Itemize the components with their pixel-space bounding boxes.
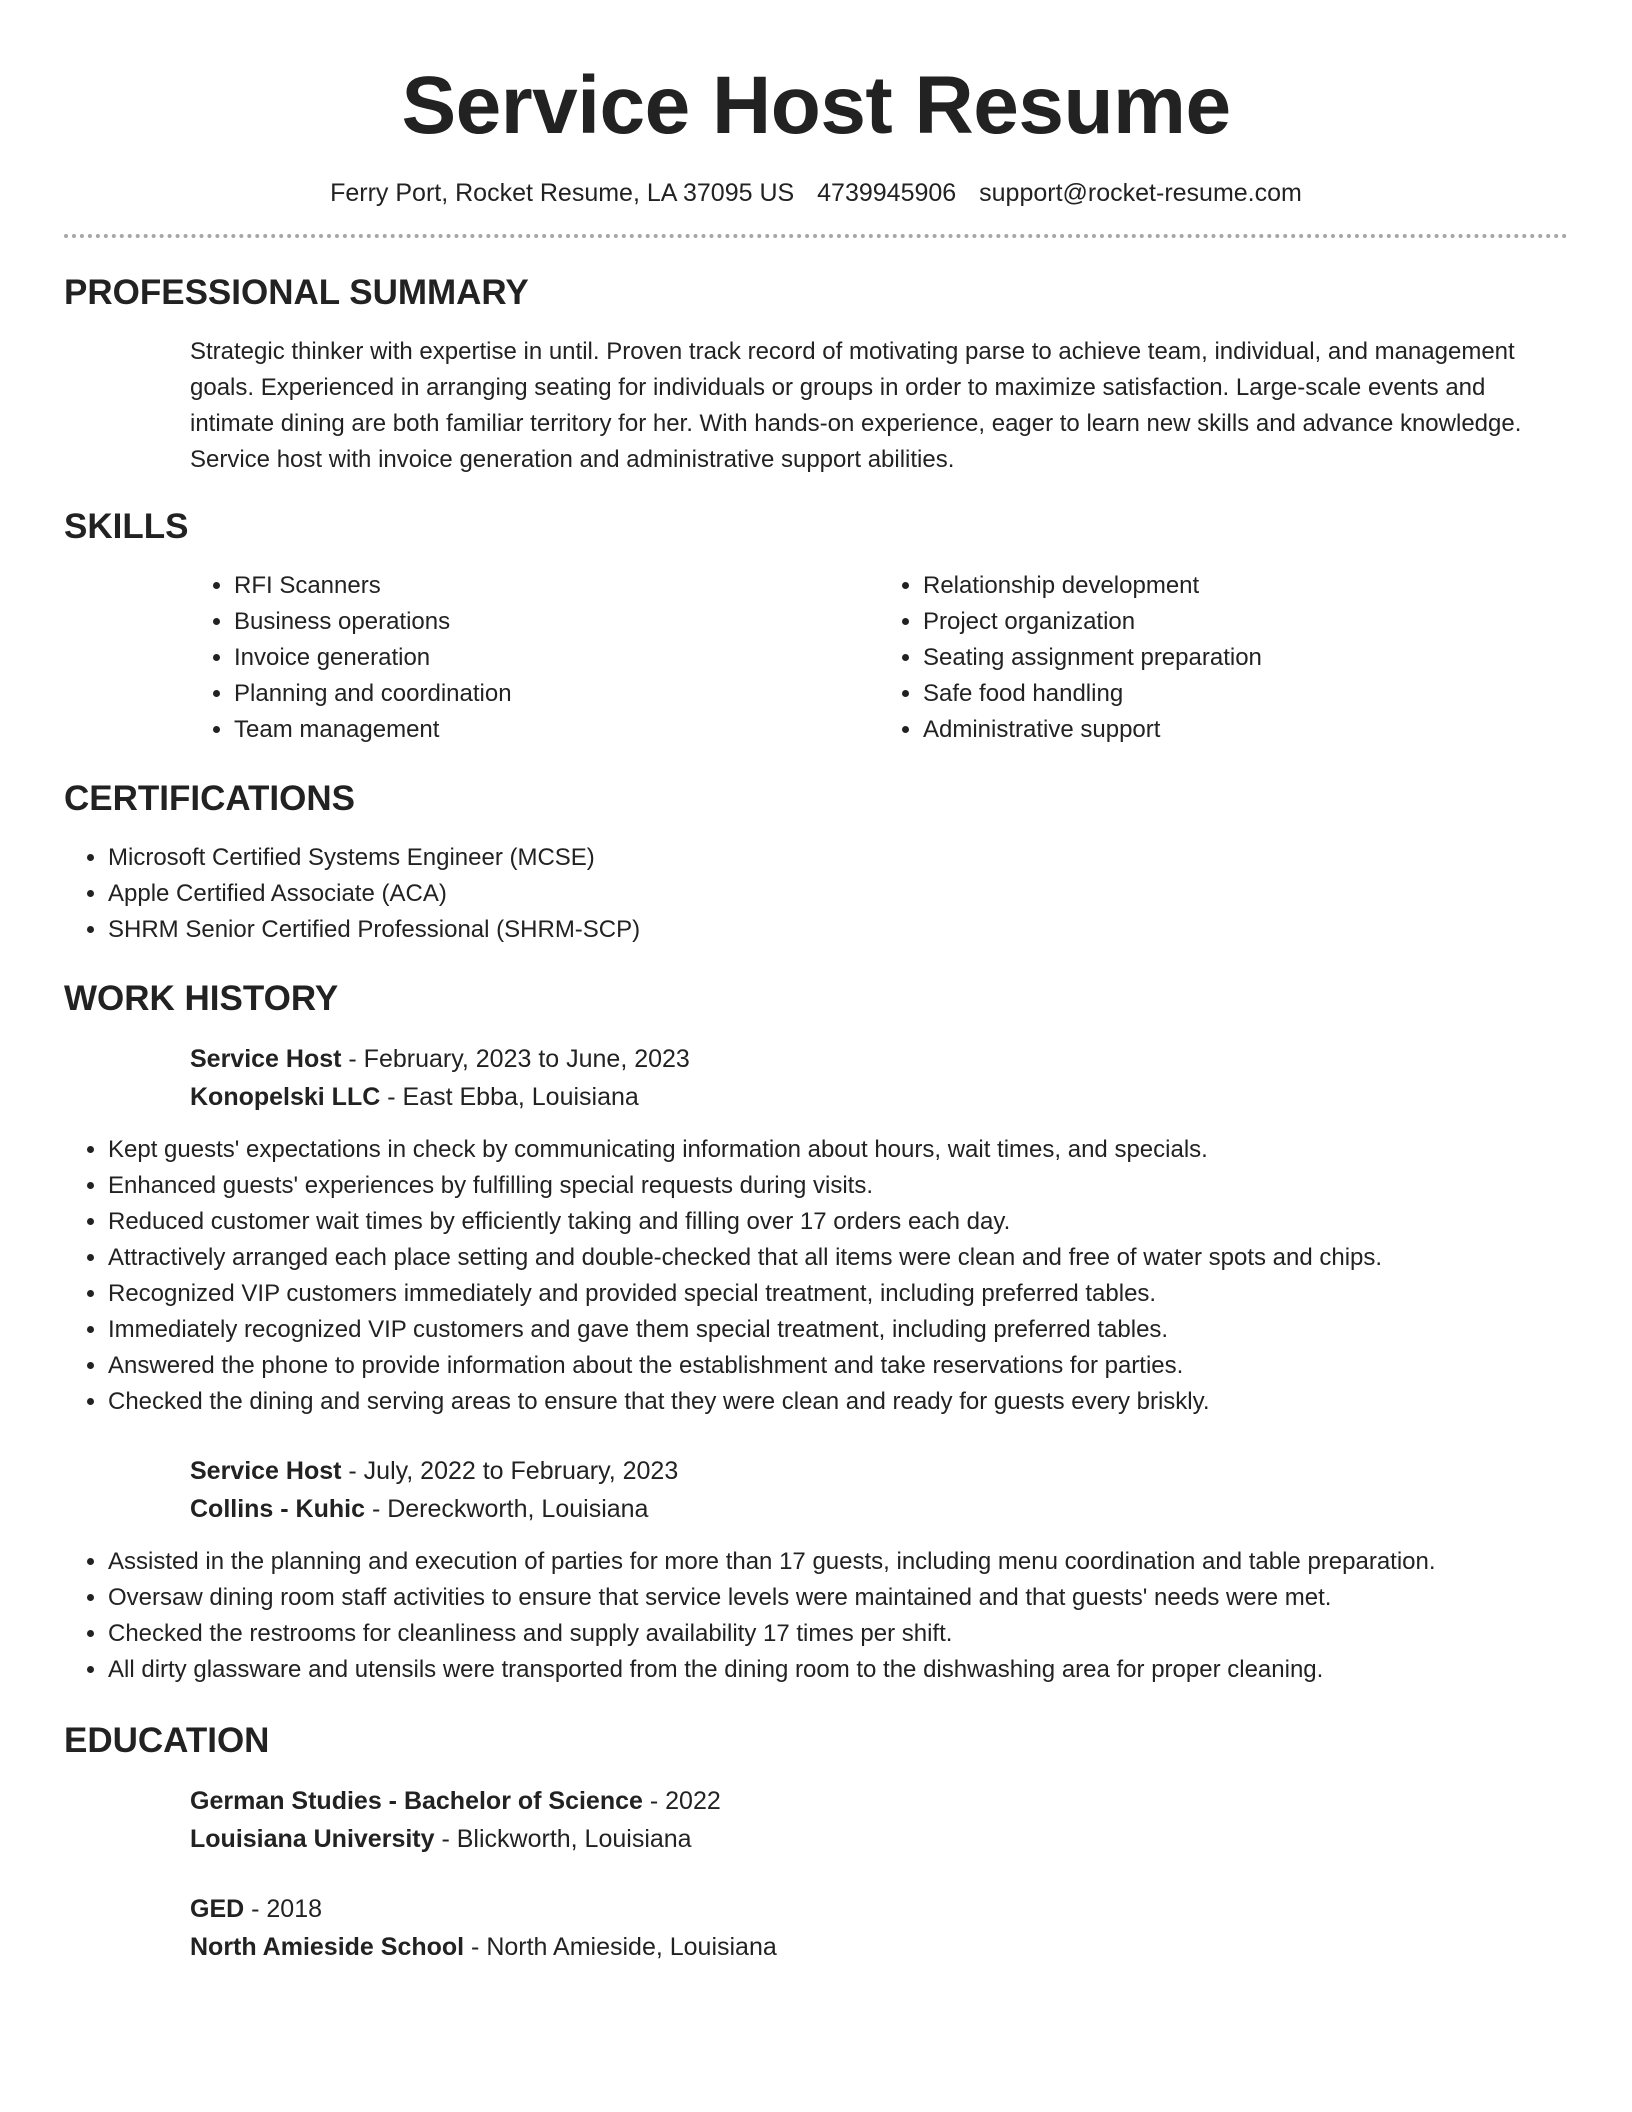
certifications-section: [64, 778, 1568, 948]
skills-heading: SKILLS: [64, 507, 189, 546]
summary-heading: PROFESSIONAL SUMMARY: [64, 273, 529, 312]
header-divider: [64, 234, 1568, 238]
job-bullet: • Recognized VIP customers immediately and provided special treatment, including preferred tables.: [108, 1276, 1568, 1312]
skill-item: • Relationship development: [923, 568, 1568, 604]
skill-item: • Safe food handling: [923, 676, 1568, 712]
education-degree: GED: [190, 1895, 245, 1923]
job-bullet: • All dirty glassware and utensils were transported from the dining room to the dishwashing area for proper cleaning.: [108, 1652, 1568, 1688]
education-school: Louisiana University: [190, 1825, 435, 1853]
education-year: - 2018: [244, 1895, 323, 1923]
job-bullets: [64, 1132, 1568, 1420]
job-bullet: • Answered the phone to provide information about the establishment and take reservations for parties.: [108, 1348, 1568, 1384]
education-location: - North Amieside, Louisiana: [464, 1933, 777, 1961]
skill-item: • Team management: [234, 712, 879, 748]
skill-item: • Business operations: [234, 604, 879, 640]
job-title-line: [190, 1040, 1568, 1078]
job-entry: [190, 1452, 1568, 1528]
contact-address: Ferry Port, Rocket Resume, LA 37095 US: [330, 179, 795, 207]
job-title: Service Host: [190, 1457, 342, 1485]
education-degree-line: [190, 1782, 1568, 1820]
skills-section: [64, 506, 1568, 748]
job-bullet: • Checked the restrooms for cleanliness and supply availability 17 times per shift.: [108, 1616, 1568, 1652]
education-school-line: [190, 1928, 1568, 1966]
skill-item: • Planning and coordination: [234, 676, 879, 712]
skill-item: • Administrative support: [923, 712, 1568, 748]
contact-phone: 4739945906: [817, 179, 957, 207]
skill-item: • Invoice generation: [234, 640, 879, 676]
job-dates: - February, 2023 to June, 2023: [341, 1045, 690, 1073]
education-year: - 2022: [642, 1787, 721, 1815]
job-bullet: • Enhanced guests' experiences by fulfilling special requests during visits.: [108, 1168, 1568, 1204]
certification-item: • SHRM Senior Certified Professional (SHRM-SCP): [108, 912, 1568, 948]
summary-text: Strategic thinker with expertise in until. Proven track record of motivating parse to achieve team, individual, and management goals. Experienced in arranging seating for individuals or groups in order to maximize satisfaction. Large-scale events and intimate dining are both familiar territory for her. With hands-on experience, eager to learn new skills and advance knowledge. Service host with invoice generation and administrative support abilities.: [190, 338, 1522, 473]
skill-item: • Project organization: [923, 604, 1568, 640]
skill-item: • RFI Scanners: [234, 568, 879, 604]
education-location: - Blickworth, Louisiana: [434, 1825, 692, 1853]
education-school-line: [190, 1820, 1568, 1858]
education-heading: EDUCATION: [64, 1721, 270, 1760]
skills-right-list: [879, 568, 1568, 748]
job-bullet: • Kept guests' expectations in check by communicating information about hours, wait times, and specials.: [108, 1132, 1568, 1168]
job-bullet: • Oversaw dining room staff activities to ensure that service levels were maintained and that guests' needs were met.: [108, 1580, 1568, 1616]
skills-left-list: [190, 568, 879, 748]
education-entry: [190, 1890, 1568, 1966]
contact-email: support@rocket-resume.com: [979, 179, 1302, 207]
job-location: - Dereckworth, Louisiana: [365, 1495, 649, 1523]
skill-item: • Seating assignment preparation: [923, 640, 1568, 676]
job-company-line: [190, 1490, 1568, 1528]
certification-item: • Apple Certified Associate (ACA): [108, 876, 1568, 912]
certification-item: • Microsoft Certified Systems Engineer (MCSE): [108, 840, 1568, 876]
job-title: Service Host: [190, 1045, 342, 1073]
job-bullets: [64, 1544, 1568, 1688]
job-bullet: • Attractively arranged each place setting and double-checked that all items were clean and free of water spots and chips.: [108, 1240, 1568, 1276]
education-degree-line: [190, 1890, 1568, 1928]
summary-section: [64, 272, 1568, 478]
resume-title: Service Host Resume: [401, 60, 1231, 151]
job-title-line: [190, 1452, 1568, 1490]
job-bullet: • Reduced customer wait times by efficiently taking and filling over 17 orders each day.: [108, 1204, 1568, 1240]
job-company: Konopelski LLC: [190, 1083, 381, 1111]
certifications-list: [64, 840, 1568, 948]
job-bullet: • Checked the dining and serving areas to ensure that they were clean and ready for guests every briskly.: [108, 1384, 1568, 1420]
education-degree: German Studies - Bachelor of Science: [190, 1787, 643, 1815]
work-history-section: [64, 978, 1568, 1688]
education-section: [64, 1720, 1568, 1966]
job-dates: - July, 2022 to February, 2023: [341, 1457, 679, 1485]
certifications-heading: CERTIFICATIONS: [64, 779, 356, 818]
job-location: - East Ebba, Louisiana: [380, 1083, 639, 1111]
work-history-heading: WORK HISTORY: [64, 979, 339, 1018]
education-school: North Amieside School: [190, 1933, 465, 1961]
job-bullet: • Immediately recognized VIP customers and gave them special treatment, including preferred tables.: [108, 1312, 1568, 1348]
contact-line: [64, 178, 1568, 208]
job-entry: [190, 1040, 1568, 1116]
skills-columns: [190, 568, 1568, 748]
job-company-line: [190, 1078, 1568, 1116]
job-bullet: • Assisted in the planning and execution of parties for more than 17 guests, including menu coordination and table preparation.: [108, 1544, 1568, 1580]
job-company: Collins - Kuhic: [190, 1495, 365, 1523]
education-entry: [190, 1782, 1568, 1858]
